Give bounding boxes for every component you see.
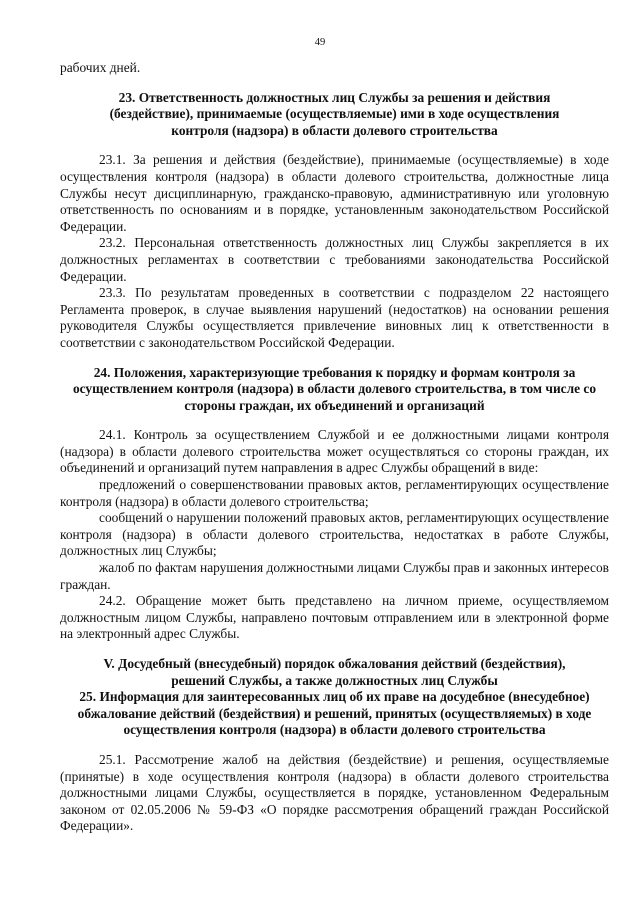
continuation-text: рабочих дней. <box>60 60 141 75</box>
paragraph-24-1: 24.1. Контроль за осуществлением Службой и ее должностными лицами контроля (надзора) в области долевого строительства может осуществляться со стороны граждан, их объединений и организаций путем направления в адрес Службы обращений в виде: <box>60 427 609 476</box>
paragraph-23-2: 23.2. Персональная ответственность должностных лиц Службы закрепляется в их должностных регламентах в соответствии с требованиями законодательства Российской Федерации. <box>60 235 609 284</box>
paragraph-24-reports: сообщений о нарушении положений правовых актов, регламентирующих осуществление контроля (надзора) в области долевого строительства, недостатках в работе Службы, должностных лиц Службы; <box>60 510 609 559</box>
paragraph-24-2: 24.2. Обращение может быть представлено на личном приеме, осуществляемом должностным лицом Службы, направлено почтовым отправлением или в электронной форме на электронный адрес Службы. <box>60 593 609 642</box>
section-v <box>60 656 609 689</box>
section-24 <box>60 365 609 644</box>
section-25 <box>60 689 609 835</box>
section-25-heading: 25. Информация для заинтересованных лиц об их праве на досудебное (внесудебное) обжалование действий (бездействия) и решений, принятых (осуществляемых) в ходе осуществления контроля (надзора) в области долевого строительства <box>77 689 592 738</box>
paragraph-25-1: 25.1. Рассмотрение жалоб на действия (бездействие) и решения, осуществляемые (принятые) в ходе осуществления контроля (надзора) в области долевого строительства должностными лицами Службы, осуществляется в порядке, установленном Федеральным законом от 02.05.2006 № 59-ФЗ «О порядке рассмотрения обращений граждан Российской Федерации». <box>60 751 609 834</box>
paragraph-24-complaints: жалоб по фактам нарушения должностными лицами Службы прав и законных интересов граждан. <box>60 560 609 592</box>
section-v-heading-line2: решений Службы, а также должностных лиц Службы <box>171 672 498 688</box>
page-number: 49 <box>314 37 326 48</box>
section-24-heading: 24. Положения, характеризующие требования к порядку и формам контроля за осуществлением контроля (надзора) в области долевого строительства, в том числе со стороны граждан, их объединений и организаций <box>72 364 597 413</box>
section-v-heading-line1: V. Досудебный (внесудебный) порядок обжалования действий (бездействия), <box>103 656 566 671</box>
section-23 <box>60 90 609 352</box>
paragraph-23-1: 23.1. За решения и действия (бездействие), принимаемые (осуществляемые) в ходе осуществления контроля (надзора) в области долевого строительства, должностные лица Службы несут дисциплинарную, гражданско-правовую, административную или уголовную ответственность по основаниям и в порядке, установленным законодательством Российской Федерации. <box>60 152 609 234</box>
paragraph-24-proposals: предложений о совершенствовании правовых актов, регламентирующих осуществление контроля (надзора) в области долевого строительства; <box>60 477 609 509</box>
page-content <box>60 0 609 835</box>
paragraph-23-3: 23.3. По результатам проведенных в соответствии с подразделом 22 настоящего Регламента проверок, в случае выявления нарушений (недостатков) на основании решения руководителя Службы осуществляется привлечение виновных лиц к ответственности в соответствии с законодательством Российской Федерации. <box>60 285 609 350</box>
section-23-heading: 23. Ответственность должностных лиц Службы за решения и действия (бездействие), принимаемые (осуществляемые) ими в ходе осуществления контроля (надзора) в области долевого строительства <box>109 89 560 138</box>
